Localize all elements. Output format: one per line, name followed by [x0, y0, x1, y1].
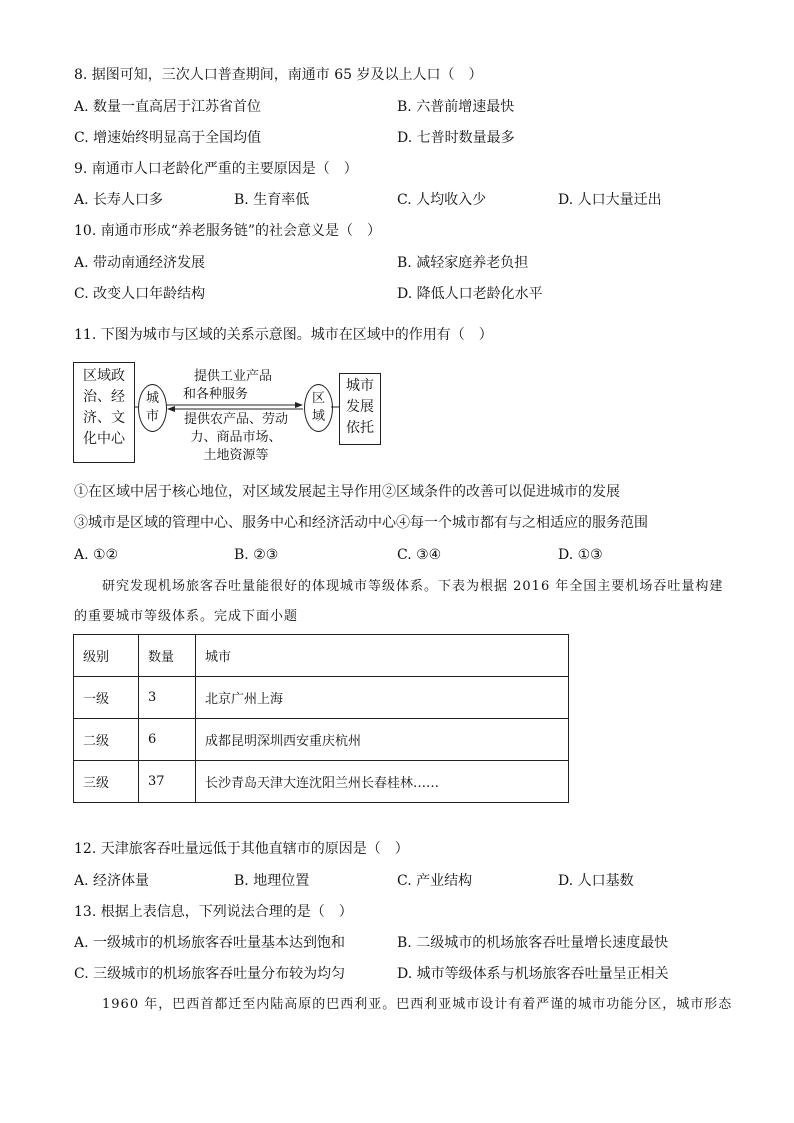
table-cell: 三级 [74, 761, 139, 803]
question-13-stem: 13. 根据上表信息，下列说法合理的是（ ） [74, 904, 353, 920]
region-center-line-1: 区域政 [83, 368, 125, 384]
question-12-option-b: B. 地理位置 [234, 873, 310, 889]
question-9-stem: 9. 南通市人口老龄化严重的主要原因是（ ） [74, 161, 358, 177]
top-flow-text [173, 368, 293, 404]
table-cell: 北京广州上海 [196, 677, 569, 719]
table-row [74, 677, 569, 719]
top-flow-line-2: 和各种服务 [183, 387, 249, 402]
question-13-option-c: C. 三级城市的机场旅客吞吐量分布较为均匀 [74, 966, 346, 982]
question-12-option-a: A. 经济体量 [74, 873, 150, 889]
question-11-option-c: C. ③④ [397, 547, 442, 563]
bottom-flow-line-2: 力、商品市场、 [190, 430, 282, 445]
passage-2-line-1: 1960 年，巴西首都迁至内陆高原的巴西利亚。巴西利亚城市设计有着严谨的城市功能分区，城市形态 [102, 997, 733, 1012]
city-circle-char-2: 市 [145, 409, 159, 424]
city-development-line-1: 城市 [346, 378, 374, 394]
question-10-option-a: A. 带动南通经济发展 [74, 255, 206, 271]
question-11-statement-1: ①在区域中居于核心地位，对区域发展起主导作用②区域条件的改善可以促进城市的发展 [74, 484, 620, 500]
passage-1-line-2: 的重要城市等级体系。完成下面小题 [74, 609, 299, 624]
question-11-statement-2: ③城市是区域的管理中心、服务中心和经济活动中心④每一个城市都有与之相适应的服务范围 [74, 515, 648, 531]
city-region-diagram [73, 362, 395, 462]
question-9-option-b: B. 生育率低 [234, 192, 310, 208]
question-11-option-a: A. ①② [74, 547, 119, 563]
question-12-stem: 12. 天津旅客吞吐量远低于其他直辖市的原因是（ ） [74, 841, 409, 857]
question-10-stem: 10. 南通市形成“养老服务链”的社会意义是（ ） [74, 223, 382, 239]
question-13-option-a: A. 一级城市的机场旅客吞吐量基本达到饱和 [74, 935, 346, 951]
question-10-option-b: B. 减轻家庭养老负担 [397, 255, 529, 271]
question-9-option-d: D. 人口大量迁出 [558, 192, 662, 208]
region-center-line-2: 治、经 [83, 389, 125, 405]
question-11-option-d: D. ①③ [558, 547, 603, 563]
question-12-option-c: C. 产业结构 [397, 873, 473, 889]
table-header-row [74, 635, 569, 677]
question-11-option-b: B. ②③ [234, 547, 279, 563]
question-12-option-d: D. 人口基数 [558, 873, 634, 889]
region-center-line-4: 化中心 [83, 431, 125, 447]
question-8-option-a: A. 数量一直高居于江苏省首位 [74, 99, 262, 115]
question-13-option-d: D. 城市等级体系与机场旅客吞吐量呈正相关 [397, 966, 669, 982]
table-cell: 二级 [74, 719, 139, 761]
question-10-option-d: D. 降低人口老龄化水平 [397, 286, 543, 302]
table-header-cell: 数量 [139, 635, 196, 677]
question-8-option-b: B. 六普前增速最快 [397, 99, 515, 115]
question-8-option-d: D. 七普时数量最多 [397, 130, 515, 146]
top-flow-line-1: 提供工业产品 [193, 369, 272, 384]
city-hierarchy-table [73, 634, 569, 803]
region-circle-char-2: 域 [311, 409, 325, 424]
bottom-flow-line-1: 提供农产品、劳动 [183, 412, 288, 427]
question-13-option-b: B. 二级城市的机场旅客吞吐量增长速度最快 [397, 935, 669, 951]
city-circle-char-1: 城 [145, 391, 159, 406]
city-development-line-2: 发展 [346, 399, 374, 415]
question-10-option-c: C. 改变人口年龄结构 [74, 286, 206, 302]
region-circle-char-1: 区 [311, 391, 325, 406]
question-8-option-c: C. 增速始终明显高于全国均值 [74, 130, 262, 146]
table-cell: 一级 [74, 677, 139, 719]
passage-1-line-1: 研究发现机场旅客吞吐量能很好的体现城市等级体系。下表为根据 2016 年全国主要机场吞吐量构建 [102, 579, 724, 594]
table-header-cell: 级别 [74, 635, 139, 677]
question-9-option-a: A. 长寿人口多 [74, 192, 164, 208]
question-11-stem: 11. 下图为城市与区域的关系示意图。城市在区域中的作用有（ ） [74, 327, 493, 343]
table-cell: 37 [139, 761, 196, 803]
table-cell: 成都昆明深圳西安重庆杭州 [196, 719, 569, 761]
table-row [74, 719, 569, 761]
table-cell: 长沙青岛天津大连沈阳兰州长春桂林…… [196, 761, 569, 803]
bottom-flow-line-3: 土地资源等 [203, 448, 269, 463]
table-row [74, 761, 569, 803]
table-header-cell: 城市 [196, 635, 569, 677]
region-center-line-3: 济、文 [83, 410, 125, 426]
table-cell: 3 [139, 677, 196, 719]
bottom-flow-text [171, 411, 301, 465]
table-cell: 6 [139, 719, 196, 761]
question-8-stem: 8. 据图可知，三次人口普查期间，南通市 65 岁及以上人口（ ） [74, 67, 483, 83]
city-development-line-3: 依托 [346, 420, 374, 436]
question-9-option-c: C. 人均收入少 [397, 192, 487, 208]
